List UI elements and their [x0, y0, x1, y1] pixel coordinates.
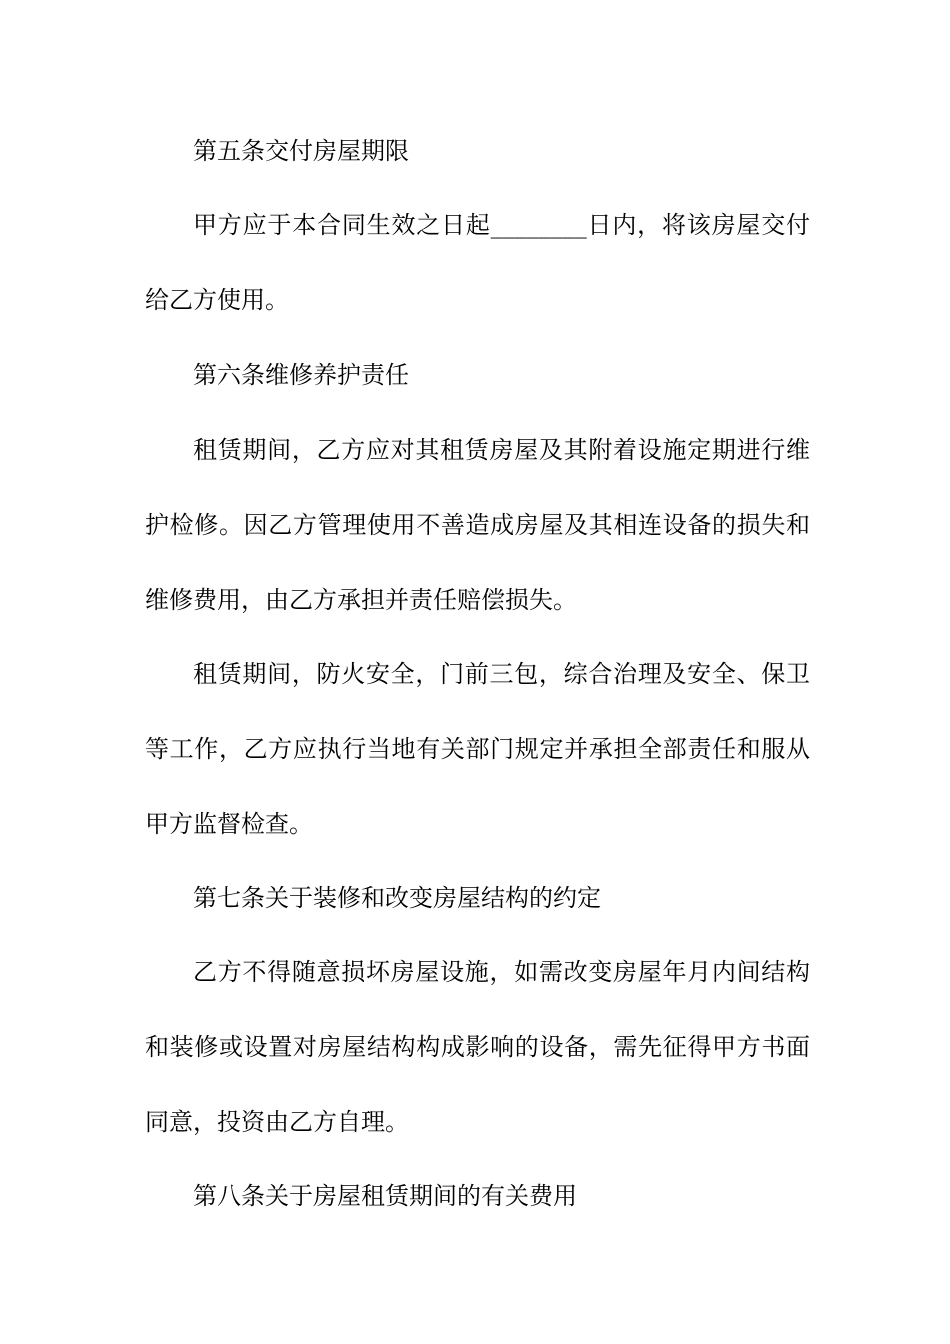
- article-6-heading: 第六条维修养护责任: [193, 361, 409, 389]
- article-5-body: 甲方应于本合同生效之日起________日内，将该房屋交付给乙方使用。: [145, 211, 810, 314]
- article-8-heading: 第八条关于房屋租赁期间的有关费用: [193, 1182, 577, 1210]
- article-7-body: 乙方不得随意损坏房屋设施，如需改变房屋年月内间结构和装修或设置对房屋结构构成影响的设备，需先征得甲方书面同意，投资由乙方自理。: [145, 958, 810, 1136]
- article-6-body-2: 租赁期间，防火安全，门前三包，综合治理及安全、保卫等工作，乙方应执行当地有关部门规定并承担全部责任和服从甲方监督检查。: [145, 660, 810, 838]
- article-5-heading: 第五条交付房屋期限: [193, 137, 409, 165]
- article-7-heading: 第七条关于装修和改变房屋结构的约定: [193, 884, 601, 912]
- article-6-body-1: 租赁期间，乙方应对其租赁房屋及其附着设施定期进行维护检修。因乙方管理使用不善造成房屋及其相连设备的损失和维修费用，由乙方承担并责任赔偿损失。: [145, 436, 810, 614]
